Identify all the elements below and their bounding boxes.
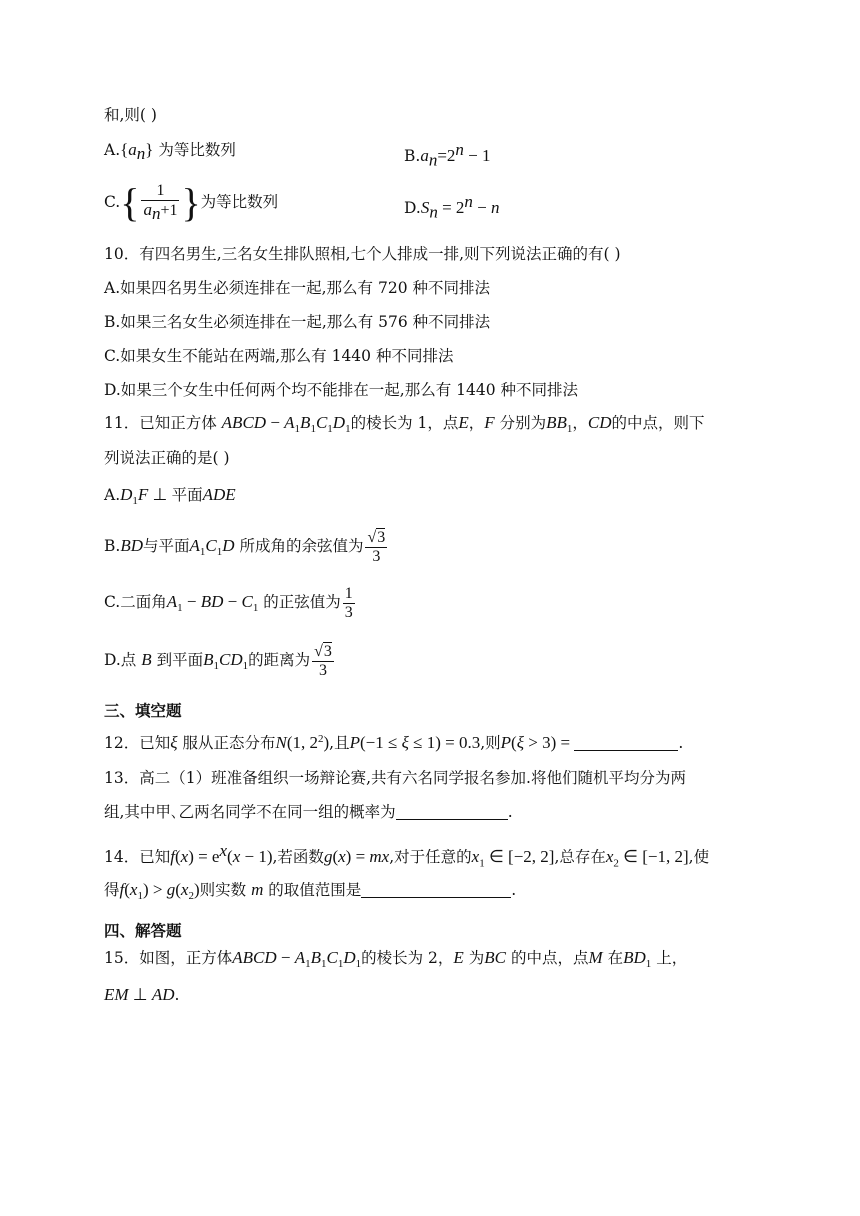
q9-stem-tail: 和,则( ) (104, 106, 157, 124)
q11-stem-line2: 列说法正确的是( ) (104, 449, 230, 467)
section-4-title: 四、解答题 (104, 922, 182, 940)
q11-option-d: D.点 B 到平面$B_1CD_1$的距离为 $\frac{√3}{3}$ (104, 642, 332, 679)
q9-option-d: $D.S_n = 2^n - n$ (404, 192, 500, 222)
q9-option-a: $A.\{a_n\}$ 为等比数列 (104, 140, 236, 164)
q10-option-b: B.如果三名女生必须连排在一起,那么有 576 种不同排法 (104, 313, 491, 331)
q9-option-b: $B.a_n=2^n - 1$ (404, 140, 491, 170)
q11-option-b: B.BD与平面$A_1C_1D$ 所成角的余弦值为 $\frac{√3}{3}$ (104, 528, 386, 565)
q12: 12．已知ξ 服从正态分布N(1, $2^2$),且P(−1 ≤ ξ ≤ 1) = 0.3,则P(ξ > 3) = . (104, 733, 684, 753)
q11-option-a: $A.D_1F$ ⊥ 平面ADE (104, 485, 236, 508)
q15-line2: EM ⊥ AD. (104, 985, 180, 1004)
q9-option-c: C.{ $\frac{1}{a_n+1}$ }为等比数列 (104, 180, 279, 225)
section-3-title: 三、填空题 (104, 702, 182, 720)
q13-line2: 组,其中甲､乙两名同学不在同一组的概率为 . (104, 803, 513, 821)
q14-line1: 14．已知$f(x) = e^x(x - 1)$,若函数g(x) = mx,对于任意的$x_1$ ∈ [−2, 2],总存在$x_2$ ∈ [−1, 2],使 (104, 841, 710, 870)
q15-line1: 15．如图，正方体ABCD − $A_1B_1C_1D_1$的棱长为 2，E 为BC 的中点，点M 在$BD_1$ 上， (104, 948, 688, 971)
q13-line1: 13．高二（1）班准备组织一场辩论赛,共有六名同学报名参加.将他们随机平均分为两 (104, 769, 686, 787)
q14-line2: 得$f(x_1) > g(x_2)$则实数 m 的取值范围是 . (104, 880, 517, 903)
q10-option-d: D.如果三个女生中任何两个均不能排在一起,那么有 1440 种不同排法 (104, 381, 579, 399)
q10-option-a: A.如果四名男生必须连排在一起,那么有 720 种不同排法 (104, 279, 490, 297)
q10-stem: 10．有四名男生,三名女生排队照相,七个人排成一排,则下列说法正确的有( ) (104, 245, 621, 263)
q10-option-c: C.如果女生不能站在两端,那么有 1440 种不同排法 (104, 347, 454, 365)
q11-option-c: C.二面角$A_1$ − BD − $C_1$ 的正弦值为 $\frac{1}{3}$ (104, 584, 353, 621)
q11-stem: 11．已知正方体 ABCD − $A_1B_1C_1D_1$的棱长为 1，点E，F 分别为$BB_1$，CD的中点，则下 (104, 413, 705, 436)
